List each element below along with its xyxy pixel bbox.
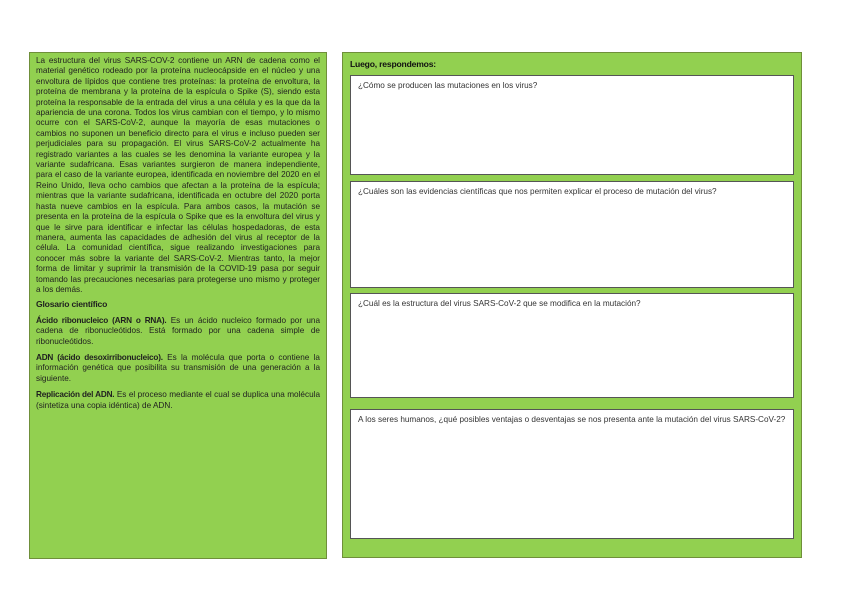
answer-box-3[interactable] xyxy=(350,293,794,398)
glossary-item-adn xyxy=(36,353,320,384)
glossary-term: Ácido ribonucleico (ARN o RNA). xyxy=(36,315,167,325)
question-text-2: ¿Cuáles son las evidencias científicas que nos permiten explicar el proceso de mutación del virus? xyxy=(358,187,717,196)
glossary-definition: Es el proceso mediante el cual se duplica una molécula (sintetiza una copia idéntica) de ADN. xyxy=(36,390,320,410)
glossary-item-replicacion xyxy=(36,390,320,411)
questions-panel xyxy=(342,52,802,558)
answer-box-4[interactable] xyxy=(350,409,794,539)
answer-box-1[interactable] xyxy=(350,75,794,175)
question-text-3: ¿Cuál es la estructura del virus SARS-CoV-2 que se modifica en la mutación? xyxy=(358,299,641,308)
glossary-item-arn xyxy=(36,316,320,347)
question-text-4: A los seres humanos, ¿qué posibles ventajas o desventajas se nos presenta ante la mutación del virus SARS-CoV-2? xyxy=(358,415,786,424)
reading-panel xyxy=(29,52,327,559)
question-text-1: ¿Cómo se producen las mutaciones en los virus? xyxy=(358,81,538,90)
reading-text: La estructura del virus SARS-COV-2 contiene un ARN de cadena como el material genético rodeado por la proteína nucleocápside en el núcleo y una envoltura de lípidos que contiene tres proteínas: la proteína de envoltura, la proteína de membrana y la proteína de la espícula o Spike (S), siendo esta proteína la responsable de la entrada del virus a una célula y es la que da la apariencia de una corona. Todos los virus cambian con el tiempo, y lo mismo ocurre con el SARS-CoV-2, aunque la mayoría de esas mutaciones o cambios no suponen un beneficio directo para el virus e incluso pueden ser perjudiciales para su propagación. El virus SARS-CoV-2 actualmente ha registrado variantes a las cuales se les denomina la variante europea y la variante sudafricana. Esas variantes surgieron de manera independiente, para el caso de la variante europea, identificada en noviembre del 2020 en el Reino Unido, lleva ocho cambios que afectan a la proteína de la espícula; mientras que la variante sudafricana, identificada en octubre del 2020 porta hasta nueve cambios en la espícula. Para ambos casos, la mutación se presenta en la proteína de la espícula o Spike que es la envoltura del virus y que le sirve para identificar e infectar las células hospedadoras, de esta manera, aumenta las capacidades de adhesión del virus al receptor de la célula. La comunidad científica, sigue realizando investigaciones para conocer más sobre la variante del SARS-CoV-2. Mientras tanto, la mejor forma de limitar y suprimir la transmisión de la COVID-19 pasa por seguir tomando las precauciones necesarias para protegerse uno mismo y proteger a los demás. xyxy=(36,56,320,294)
answer-box-2[interactable] xyxy=(350,181,794,288)
glossary-term: ADN (ácido desoxirribonucleico). xyxy=(36,352,163,362)
glossary-title: Glosario científico xyxy=(36,299,108,310)
glossary-definition: Es un ácido nucleico formado por una cadena de ribonucleótidos. Está formado por una cadena simple de ribonucleótidos. xyxy=(36,315,320,346)
glossary-term: Replicación del ADN. xyxy=(36,390,115,400)
questions-title: Luego, respondemos: xyxy=(350,59,436,69)
glossary-definition: Es la molécula que porta o contiene la información genética que posibilita su transmisión de una generación a la siguiente. xyxy=(36,352,320,383)
